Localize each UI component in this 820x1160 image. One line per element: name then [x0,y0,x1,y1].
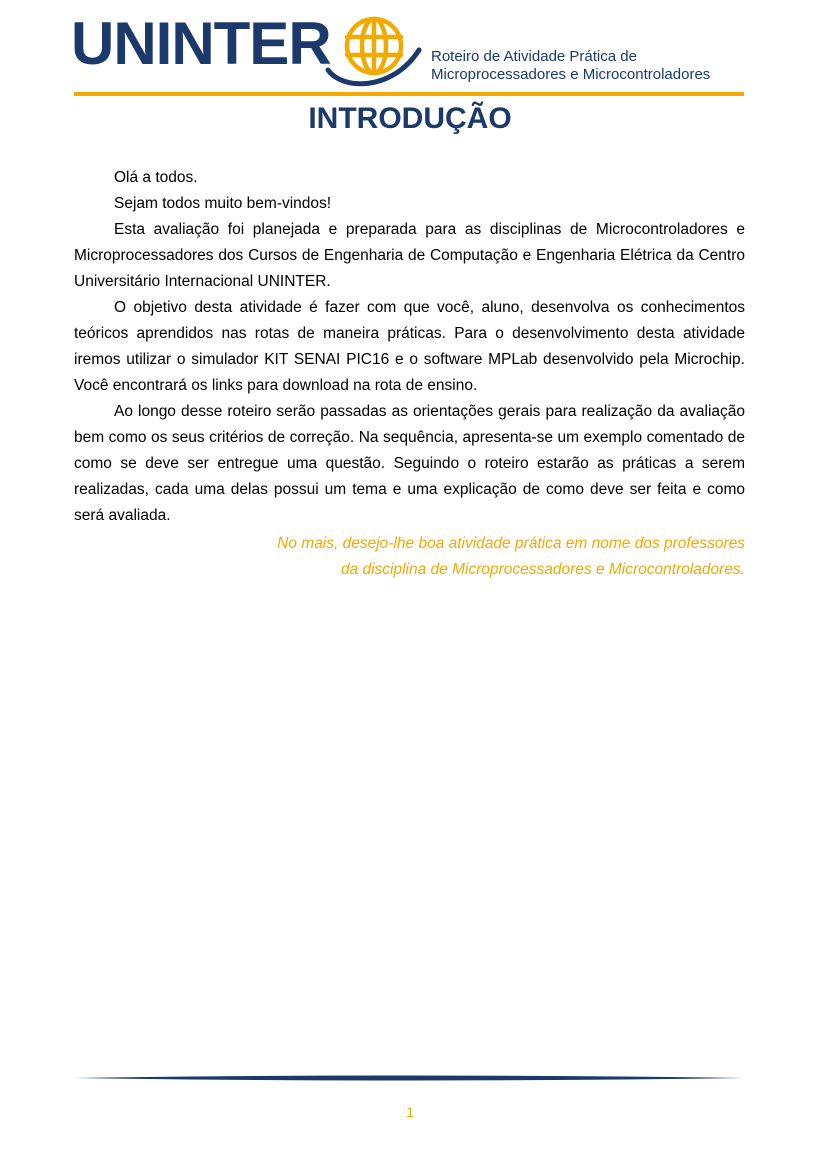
closing-message [74,531,745,583]
paragraph: Ao longo desse roteiro serão passadas as orientações gerais para realização da avaliação bem como os seus critérios de correção. Na sequência, apresenta-se um exemplo comentado de como se deve ser entregue uma questão. Seguindo o roteiro estarão as práticas a serem realizadas, cada uma delas possui um tema e uma explicação de como deve ser feita e como será avaliada. [74,403,745,524]
paragraph: O objetivo desta atividade é fazer com que você, aluno, desenvolva os conhecimentos teóricos aprendidos nas rotas de maneira práticas. Para o desenvolvimento desta atividade iremos utilizar o simulador KIT SENAI PIC16 e o software MPLab desenvolvido pela Microchip. Você encontrará os links para download na rota de ensino. [74,299,745,394]
footer-divider [74,1072,744,1084]
header-subtitle-line2: Microprocessadores e Microcontroladores [431,66,711,83]
paragraph: Sejam todos muito bem-vindos! [114,195,332,212]
header-divider [74,92,744,96]
paragraph: Olá a todos. [114,169,198,186]
closing-line2: da disciplina de Microprocessadores e Microcontroladores. [340,561,745,578]
page-number: 1 [406,1104,414,1120]
header-subtitle [431,48,710,84]
globe-icon [322,10,422,88]
closing-line1: No mais, desejo-lhe boa atividade prática em nome dos professores [277,535,745,552]
page-title: INTRODUÇÃO [308,102,512,135]
page-header [0,0,820,100]
header-subtitle-line1: Roteiro de Atividade Prática de [431,48,637,65]
paragraph: Esta avaliação foi planejada e preparada para as disciplinas de Microcontroladores e Microprocessadores dos Cursos de Engenharia de Computação e Engenharia Elétrica da Centro Universitário Internacional UNINTER. [74,221,745,290]
body-text [74,165,745,529]
brand-logo-text: UNINTER [71,10,331,77]
